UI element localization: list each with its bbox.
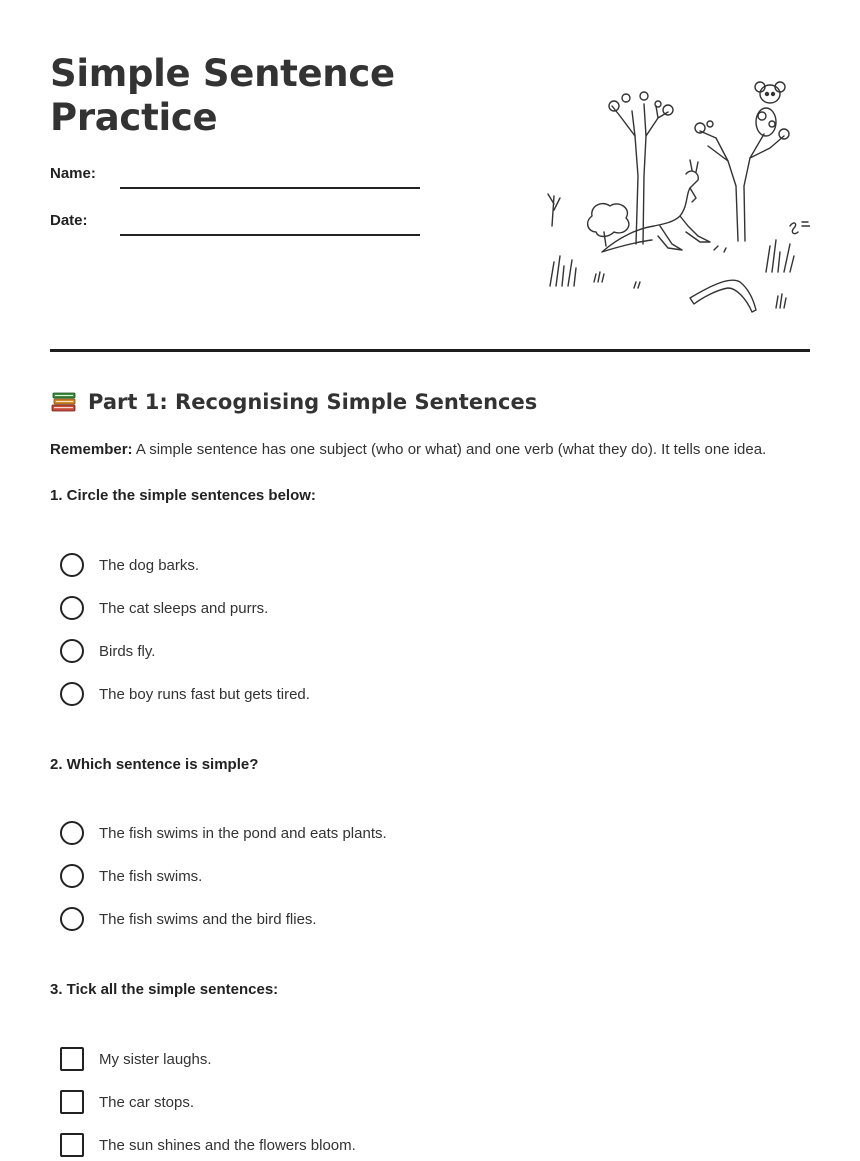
q3-option-1[interactable] <box>60 1046 212 1072</box>
page-title <box>50 52 470 140</box>
option-label: The fish swims. <box>99 867 203 885</box>
option-label: The cat sleeps and purrs. <box>99 599 269 617</box>
remember-text: A simple sentence has one subject (who or what) and one verb (what they do). It tells one idea. <box>132 441 767 458</box>
bush-scene-illustration <box>540 76 810 316</box>
option-label: The dog barks. <box>99 556 200 574</box>
q1-option-3[interactable] <box>60 638 155 664</box>
question-2-prompt: 2. Which sentence is simple? <box>50 756 259 773</box>
radio-circle[interactable] <box>60 907 84 931</box>
radio-circle[interactable] <box>60 596 84 620</box>
option-label: The car stops. <box>99 1093 195 1111</box>
checkbox[interactable] <box>60 1133 84 1157</box>
option-label: The fish swims and the bird flies. <box>99 910 317 928</box>
q1-option-2[interactable] <box>60 595 268 621</box>
option-label: The boy runs fast but gets tired. <box>99 685 310 703</box>
q2-option-2[interactable] <box>60 863 202 889</box>
date-field <box>50 212 420 242</box>
radio-circle[interactable] <box>60 864 84 888</box>
remember-label: Remember: <box>50 441 133 458</box>
title-line-2: Practice <box>50 96 218 139</box>
name-write-line[interactable] <box>120 187 420 189</box>
worksheet-page <box>50 0 810 1161</box>
title-line-1: Simple Sentence <box>50 52 395 95</box>
q2-option-1[interactable] <box>60 820 387 846</box>
radio-circle[interactable] <box>60 821 84 845</box>
date-write-line[interactable] <box>120 234 420 236</box>
books-icon <box>50 388 78 416</box>
option-label: Birds fly. <box>99 642 156 660</box>
radio-circle[interactable] <box>60 553 84 577</box>
checkbox[interactable] <box>60 1047 84 1071</box>
section-title-text: Part 1: Recognising Simple Sentences <box>88 390 538 414</box>
q3-option-2[interactable] <box>60 1089 194 1115</box>
q2-option-3[interactable] <box>60 906 317 932</box>
q3-option-3[interactable] <box>60 1132 356 1158</box>
header-divider <box>50 349 810 352</box>
radio-circle[interactable] <box>60 639 84 663</box>
option-label: My sister laughs. <box>99 1050 212 1068</box>
question-1-prompt: 1. Circle the simple sentences below: <box>50 487 316 504</box>
name-field <box>50 165 420 195</box>
radio-circle[interactable] <box>60 682 84 706</box>
remember-note <box>50 441 766 458</box>
section-title-part-1 <box>50 388 537 416</box>
date-label: Date: <box>50 212 88 229</box>
q1-option-1[interactable] <box>60 552 199 578</box>
option-label: The sun shines and the flowers bloom. <box>99 1136 356 1154</box>
checkbox[interactable] <box>60 1090 84 1114</box>
option-label: The fish swims in the pond and eats plants. <box>99 824 387 842</box>
question-3-prompt: 3. Tick all the simple sentences: <box>50 981 279 998</box>
q1-option-4[interactable] <box>60 681 310 707</box>
name-label: Name: <box>50 165 96 182</box>
